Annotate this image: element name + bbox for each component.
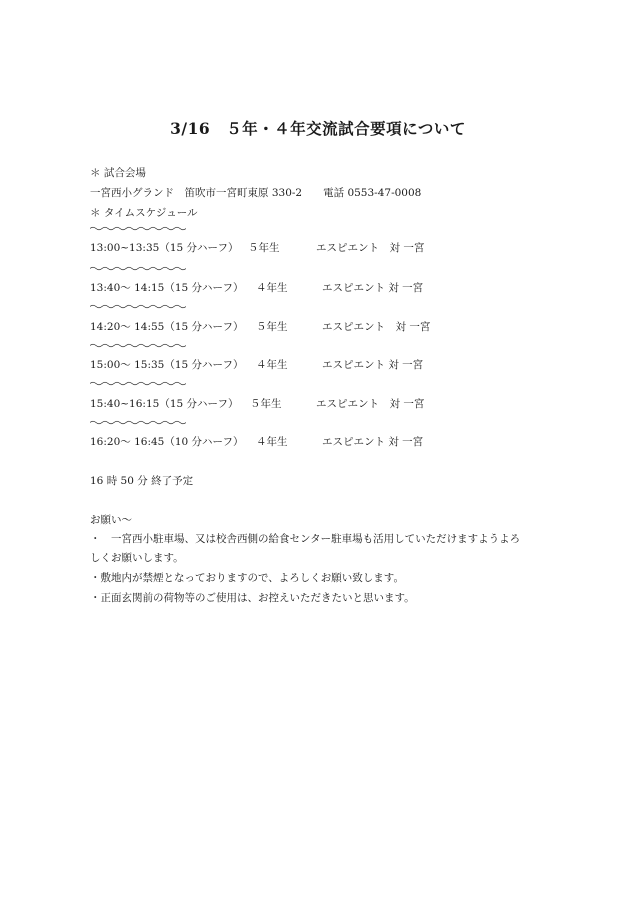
- schedule-grade: ５年生: [248, 242, 280, 254]
- schedule-row: [90, 358, 550, 372]
- wavy-divider: [90, 304, 186, 309]
- schedule-row: [90, 435, 550, 449]
- end-time: 16 時 50 分 終了予定: [90, 475, 194, 487]
- schedule-match: エスピエント 対 一宮: [322, 321, 431, 333]
- schedule-grade: ４年生: [256, 282, 288, 294]
- venue-detail: 一宮西小グランド 笛吹市一宮町東原 330-2 電話 0553-47-0008: [90, 187, 422, 199]
- schedule-match: エスピエント 対 一宮: [316, 398, 425, 410]
- request-item-1-line-2: しくお願いします。: [90, 552, 184, 564]
- wavy-divider: [90, 343, 186, 348]
- wavy-divider: [90, 226, 186, 231]
- schedule-match: エスピエント 対 一宮: [316, 242, 425, 254]
- schedule-match: エスピエント 対 一宮: [322, 282, 424, 294]
- schedule-time: 15:00～ 15:35（15 分ハーフ）: [90, 359, 244, 371]
- schedule-time: 15:40~16:15（15 分ハーフ）: [90, 398, 239, 410]
- schedule-row: [90, 241, 550, 255]
- schedule-match: エスピエント 対 一宮: [322, 436, 424, 448]
- wavy-divider: [90, 266, 186, 271]
- request-item-1-line-1: ・ 一宮西小駐車場、又は校舎西側の給食センター駐車場も活用していただけますようよろ: [90, 533, 521, 545]
- schedule-time: 13:40～ 14:15（15 分ハーフ）: [90, 282, 244, 294]
- venue-heading: ＊ 試合会場: [90, 167, 146, 179]
- request-item-2: ・敷地内が禁煙となっておりますので、よろしくお願い致します。: [90, 572, 404, 584]
- schedule-grade: ４年生: [256, 436, 288, 448]
- schedule-row: [90, 320, 550, 334]
- schedule-row: [90, 281, 550, 295]
- schedule-grade: ５年生: [250, 398, 282, 410]
- wavy-divider: [90, 381, 186, 386]
- schedule-heading: ＊ タイムスケジュール: [90, 207, 198, 219]
- requests-heading: お願い～: [90, 514, 132, 526]
- schedule-grade: ４年生: [256, 359, 288, 371]
- schedule-match: エスピエント 対 一宮: [322, 359, 424, 371]
- schedule-row: [90, 397, 550, 411]
- schedule-time: 13:00~13:35（15 分ハーフ）: [90, 242, 239, 254]
- page-title: 3/16 ５年・４年交流試合要項について: [170, 119, 466, 138]
- schedule-time: 14:20～ 14:55（15 分ハーフ）: [90, 321, 244, 333]
- schedule-time: 16:20～ 16:45（10 分ハーフ）: [90, 436, 244, 448]
- schedule-grade: ５年生: [256, 321, 288, 333]
- request-item-3: ・正面玄関前の荷物等のご使用は、お控えいただきたいと思います。: [90, 592, 415, 604]
- wavy-divider: [90, 420, 186, 425]
